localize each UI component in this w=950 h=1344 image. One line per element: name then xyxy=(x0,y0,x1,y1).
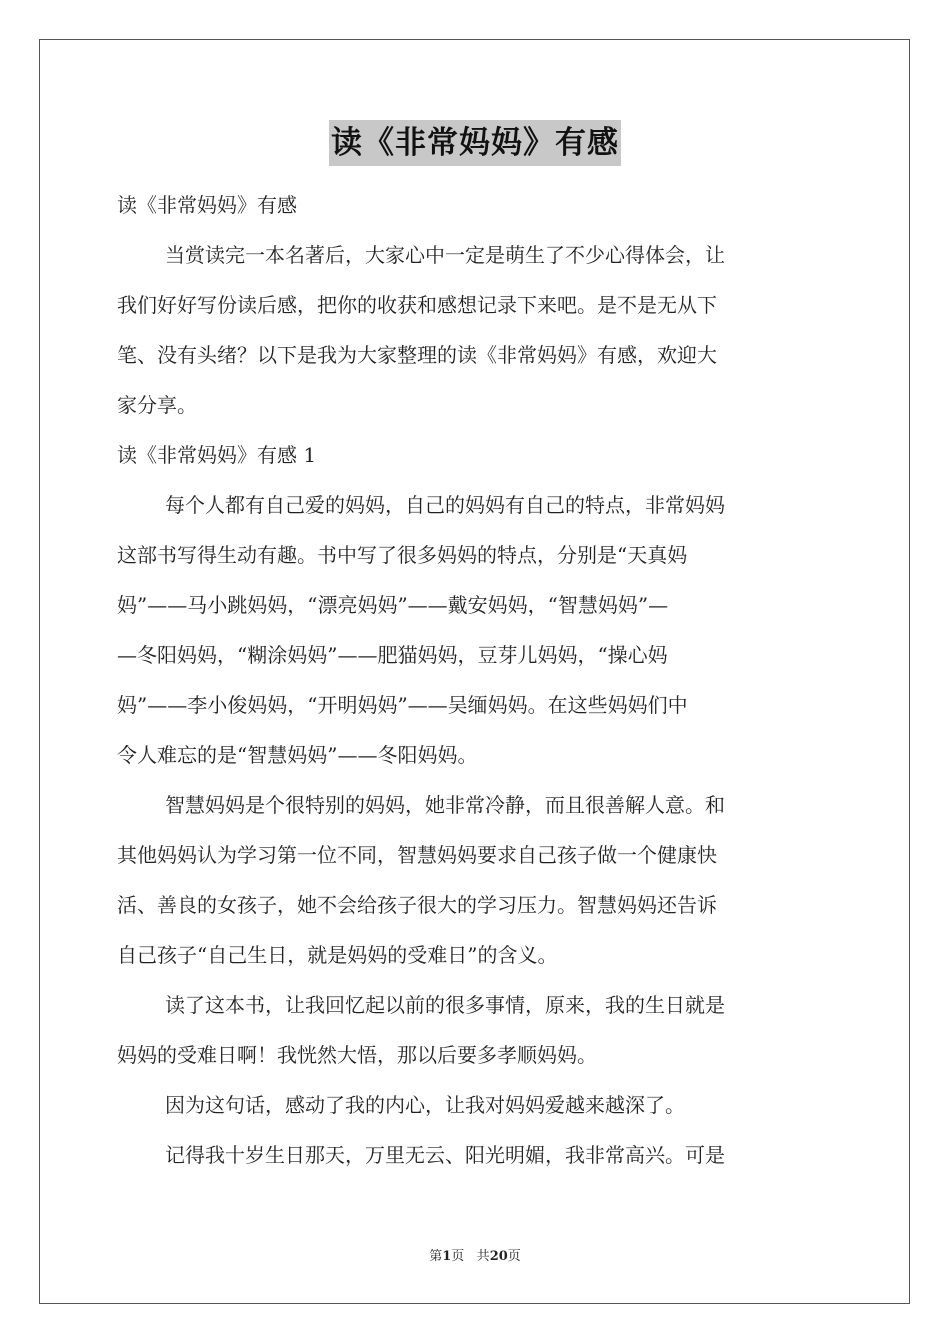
text-line: 活、善良的女孩子，她不会给孩子很大的学习压力。智慧妈妈还告诉 xyxy=(117,893,717,917)
document-body xyxy=(117,120,833,1180)
section-heading: 读《非常妈妈》有感 xyxy=(117,193,297,217)
text-line: 令人难忘的是“智慧妈妈”——冬阳妈妈。 xyxy=(117,743,478,767)
page-number-suffix: 页 xyxy=(451,1249,465,1264)
page-number: 1 xyxy=(442,1249,452,1264)
text-line: 每个人都有自己爱的妈妈，自己的妈妈有自己的特点，非常妈妈 xyxy=(165,493,725,517)
text-line: 妈”——马小跳妈妈，“漂亮妈妈”——戴安妈妈，“智慧妈妈”— xyxy=(117,593,669,617)
text-line: 笔、没有头绪？以下是我为大家整理的读《非常妈妈》有感，欢迎大 xyxy=(117,343,717,367)
text-line: 读了这本书，让我回忆起以前的很多事情，原来，我的生日就是 xyxy=(165,993,725,1017)
paragraph-lines xyxy=(117,180,833,1180)
text-line: 妈”——李小俊妈妈，“开明妈妈”——吴缅妈妈。在这些妈妈们中 xyxy=(117,693,688,717)
total-pages: 20 xyxy=(489,1249,508,1264)
page-footer xyxy=(0,1245,950,1264)
page-number-prefix: 第 xyxy=(429,1249,443,1264)
text-line: 记得我十岁生日那天，万里无云、阳光明媚，我非常高兴。可是 xyxy=(165,1143,725,1167)
total-pages-suffix: 页 xyxy=(507,1249,521,1264)
total-pages-prefix: 共 xyxy=(476,1249,490,1264)
text-line: 当赏读完一本名著后，大家心中一定是萌生了不少心得体会，让 xyxy=(165,243,725,267)
text-line: 智慧妈妈是个很特别的妈妈，她非常冷静，而且很善解人意。和 xyxy=(165,793,725,817)
document-title: 读《非常妈妈》有感 xyxy=(329,120,621,166)
text-line: 这部书写得生动有趣。书中写了很多妈妈的特点，分别是“天真妈 xyxy=(117,543,688,567)
text-line: 其他妈妈认为学习第一位不同，智慧妈妈要求自己孩子做一个健康快 xyxy=(117,843,717,867)
text-line: 自己孩子“自己生日，就是妈妈的受难日”的含义。 xyxy=(117,943,558,967)
text-line: 家分享。 xyxy=(117,393,197,417)
text-line: 妈妈的受难日啊！我恍然大悟，那以后要多孝顺妈妈。 xyxy=(117,1043,597,1067)
text-line: 因为这句话，感动了我的内心，让我对妈妈爱越来越深了。 xyxy=(165,1093,685,1117)
text-line: 我们好好写份读后感，把你的收获和感想记录下来吧。是不是无从下 xyxy=(117,293,717,317)
text-line: —冬阳妈妈，“糊涂妈妈”——肥猫妈妈，豆芽儿妈妈，“操心妈 xyxy=(117,643,668,667)
title-wrap xyxy=(117,120,833,176)
section-heading: 读《非常妈妈》有感 1 xyxy=(117,443,317,467)
